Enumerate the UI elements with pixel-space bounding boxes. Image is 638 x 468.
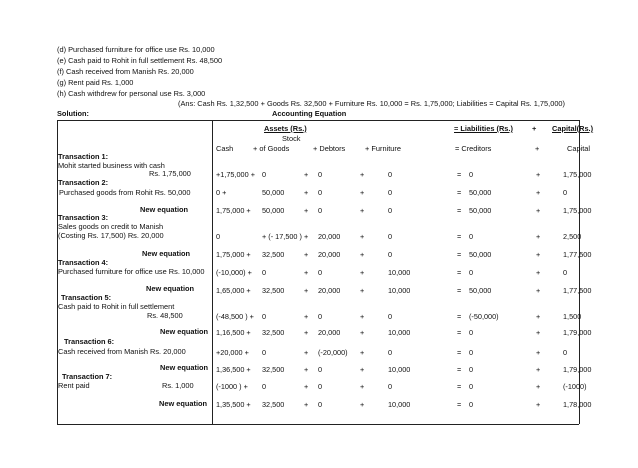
capital-value: 1,77,500 (563, 286, 592, 295)
plus-sign: + (360, 170, 365, 179)
creditors-value: (-50,000) (469, 312, 499, 321)
goods-value: 50,000 (262, 188, 285, 197)
header-plus-2: + (535, 144, 540, 153)
creditors-value: 0 (469, 348, 474, 357)
transaction-1-text: Mohit started business with cash (58, 161, 165, 170)
capital-value: 0 (563, 188, 568, 197)
equals-sign: = (457, 286, 462, 295)
liabilities-heading: = Liabilities (Rs.) (454, 124, 513, 133)
furniture-value: 10,000 (388, 286, 411, 295)
creditors-value: 50,000 (469, 206, 492, 215)
creditors-value: 0 (469, 328, 474, 337)
transaction-5-text: Cash paid to Rohit in full settlement (58, 302, 175, 311)
plus-sign: + (536, 328, 541, 337)
plus-sign: + (536, 312, 541, 321)
answer-line: (Ans: Cash Rs. 1,32,500 + Goods Rs. 32,500 + Furniture Rs. 10,000 = Rs. 1,75,000; Liabilities = Capital Rs. 1,75,000) (178, 99, 565, 108)
plus-sign: + (360, 328, 365, 337)
furniture-value: 10,000 (388, 268, 411, 277)
creditors-value: 50,000 (469, 250, 492, 259)
goods-value: 32,500 (262, 286, 285, 295)
plus-sign: + (304, 188, 309, 197)
furniture-value: 10,000 (388, 328, 411, 337)
new-equation-label: New equation (142, 249, 191, 258)
plus-sign: + (360, 286, 365, 295)
assets-heading: Assets (Rs.) (264, 124, 307, 133)
plus-sign: + (304, 400, 309, 409)
plus-sign: + (536, 170, 541, 179)
capital-value: 0 (563, 268, 568, 277)
plus-sign: + (360, 250, 365, 259)
cash-value: 1,65,000 + (216, 286, 251, 295)
plus-sign: + (304, 206, 309, 215)
goods-value: 0 (262, 382, 267, 391)
transaction-6-heading: Transaction 6: (64, 337, 115, 346)
capital-label: Capital (567, 144, 591, 153)
plus-sign: + (360, 268, 365, 277)
plus-sign: + (304, 312, 309, 321)
transaction-1-heading: Transaction 1: (58, 152, 109, 161)
transaction-4-text: Purchased furniture for office use Rs. 10,000 (58, 267, 205, 276)
transaction-7-heading: Transaction 7: (62, 372, 113, 381)
new-equation-label: New equation (146, 284, 195, 293)
transaction-5-amount: Rs. 48,500 (147, 311, 183, 320)
plus-sign: + (536, 250, 541, 259)
capital-value: 1,78,000 (563, 400, 592, 409)
transaction-3-heading: Transaction 3: (58, 213, 109, 222)
capital-value: 1,75,000 (563, 206, 592, 215)
debtors-value: 0 (318, 268, 323, 277)
cash-value: 0 (216, 232, 221, 241)
debtors-value: 20,000 (318, 286, 341, 295)
plus-sign: + (360, 206, 365, 215)
plus-sign: + (536, 268, 541, 277)
cash-label: Cash (216, 144, 234, 153)
plus-sign: + (536, 348, 541, 357)
plus-sign: + (536, 400, 541, 409)
creditors-value: 0 (469, 232, 474, 241)
cash-value: 1,75,000 + (216, 206, 251, 215)
creditors-value: 0 (469, 365, 474, 374)
cash-value: (-48,500 ) + (216, 312, 254, 321)
capital-heading: Capital(Rs.) (552, 124, 594, 133)
furniture-value: 0 (388, 312, 393, 321)
plus-sign: + (536, 365, 541, 374)
plus-sign: + (360, 312, 365, 321)
furniture-value: 0 (388, 206, 393, 215)
stock-label: Stock (282, 134, 301, 143)
plus-sign: + (360, 348, 365, 357)
debtors-value: 0 (318, 170, 323, 179)
equals-sign: = (457, 312, 462, 321)
goods-value: 32,500 (262, 328, 285, 337)
intro-line-h: (h) Cash withdrew for personal use Rs. 3,000 (57, 89, 206, 98)
plus-sign: + (304, 286, 309, 295)
intro-line-e: (e) Cash paid to Rohit in full settlement Rs. 48,500 (57, 56, 223, 65)
plus-sign: + (360, 382, 365, 391)
plus-sign: + (360, 232, 365, 241)
equals-sign: = (457, 268, 462, 277)
creditors-value: 50,000 (469, 188, 492, 197)
plus-sign: + (536, 286, 541, 295)
transaction-3-text: Sales goods on credit to Manish (58, 222, 164, 231)
furniture-value: 0 (388, 382, 393, 391)
transaction-4-heading: Transaction 4: (58, 258, 109, 267)
header-plus: + (532, 124, 537, 133)
debtors-value: 0 (318, 188, 323, 197)
goods-value: 0 (262, 268, 267, 277)
creditors-value: 0 (469, 170, 474, 179)
debtors-label: + Debtors (313, 144, 346, 153)
equals-sign: = (457, 348, 462, 357)
cash-value: +20,000 + (216, 348, 249, 357)
equals-sign: = (457, 170, 462, 179)
cash-value: 1,75,000 + (216, 250, 251, 259)
creditors-label: = Creditors (455, 144, 492, 153)
furniture-value: 0 (388, 170, 393, 179)
new-equation-label: New equation (160, 327, 209, 336)
cash-value: +1,75,000 + (216, 170, 255, 179)
goods-label: + of Goods (253, 144, 290, 153)
goods-value: 32,500 (262, 400, 285, 409)
furniture-value: 0 (388, 250, 393, 259)
new-equation-label: New equation (159, 399, 208, 408)
creditors-value: 0 (469, 382, 474, 391)
equals-sign: = (457, 400, 462, 409)
capital-value: 1,77,500 (563, 250, 592, 259)
goods-value: 0 (262, 170, 267, 179)
page-title: Accounting Equation (272, 109, 347, 118)
plus-sign: + (360, 400, 365, 409)
transaction-3-amount: (Costing Rs. 17,500) Rs. 20,000 (58, 231, 164, 240)
goods-value: 0 (262, 312, 267, 321)
furniture-value: 0 (388, 348, 393, 357)
debtors-value: 0 (318, 365, 323, 374)
plus-sign: + (536, 206, 541, 215)
transaction-7-text: Rent paid (58, 381, 90, 390)
debtors-value: 0 (318, 312, 323, 321)
plus-sign: + (304, 232, 309, 241)
debtors-value: (-20,000) (318, 348, 348, 357)
equals-sign: = (457, 232, 462, 241)
cash-value: 1,36,500 + (216, 365, 251, 374)
furniture-value: 0 (388, 188, 393, 197)
intro-line-g: (g) Rent paid Rs. 1,000 (57, 78, 134, 87)
transaction-2-heading: Transaction 2: (58, 178, 109, 187)
plus-sign: + (360, 365, 365, 374)
plus-sign: + (304, 170, 309, 179)
plus-sign: + (536, 382, 541, 391)
transaction-5-heading: Transaction 5: (61, 293, 112, 302)
solution-label: Solution: (57, 109, 90, 118)
capital-value: 0 (563, 348, 568, 357)
capital-value: 2,500 (563, 232, 582, 241)
creditors-value: 0 (469, 400, 474, 409)
plus-sign: + (304, 328, 309, 337)
plus-sign: + (304, 365, 309, 374)
capital-value: 1,79,000 (563, 365, 592, 374)
capital-value: 1,75,000 (563, 170, 592, 179)
capital-value: 1,500 (563, 312, 582, 321)
plus-sign: + (360, 188, 365, 197)
intro-line-f: (f) Cash received from Manish Rs. 20,000 (57, 67, 194, 76)
new-equation-label: New equation (160, 363, 209, 372)
goods-value: 0 (262, 348, 267, 357)
plus-sign: + (304, 268, 309, 277)
goods-value: 32,500 (262, 250, 285, 259)
equals-sign: = (457, 328, 462, 337)
transaction-2-text: Purchased goods from Rohit Rs. 50,000 (59, 188, 191, 197)
equals-sign: = (457, 206, 462, 215)
transaction-7-amount: Rs. 1,000 (162, 381, 194, 390)
equals-sign: = (457, 188, 462, 197)
plus-sign: + (304, 348, 309, 357)
transaction-1-amount: Rs. 1,75,000 (149, 169, 191, 178)
debtors-value: 0 (318, 382, 323, 391)
debtors-value: 20,000 (318, 328, 341, 337)
new-equation-label: New equation (140, 205, 189, 214)
plus-sign: + (536, 188, 541, 197)
goods-value: 50,000 (262, 206, 285, 215)
debtors-value: 0 (318, 206, 323, 215)
cash-value: (-10,000) + (216, 268, 252, 277)
equals-sign: = (457, 365, 462, 374)
plus-sign: + (304, 382, 309, 391)
furniture-label: + Furniture (365, 144, 401, 153)
furniture-value: 10,000 (388, 400, 411, 409)
equals-sign: = (457, 382, 462, 391)
cash-value: 1,35,500 + (216, 400, 251, 409)
creditors-value: 50,000 (469, 286, 492, 295)
goods-value: + (- 17,500 ) (262, 232, 302, 241)
cash-value: (-1000 ) + (216, 382, 248, 391)
debtors-value: 20,000 (318, 232, 341, 241)
debtors-value: 0 (318, 400, 323, 409)
transaction-6-text: Cash received from Manish Rs. 20,000 (58, 347, 186, 356)
furniture-value: 0 (388, 232, 393, 241)
plus-sign: + (536, 232, 541, 241)
debtors-value: 20,000 (318, 250, 341, 259)
furniture-value: 10,000 (388, 365, 411, 374)
capital-value: 1,79,000 (563, 328, 592, 337)
equals-sign: = (457, 250, 462, 259)
creditors-value: 0 (469, 268, 474, 277)
intro-line-d: (d) Purchased furniture for office use Rs. 10,000 (57, 45, 215, 54)
cash-value: 0 + (216, 188, 227, 197)
cash-value: 1,16,500 + (216, 328, 251, 337)
plus-sign: + (304, 250, 309, 259)
goods-value: 32,500 (262, 365, 285, 374)
capital-value: (-1000) (563, 382, 587, 391)
